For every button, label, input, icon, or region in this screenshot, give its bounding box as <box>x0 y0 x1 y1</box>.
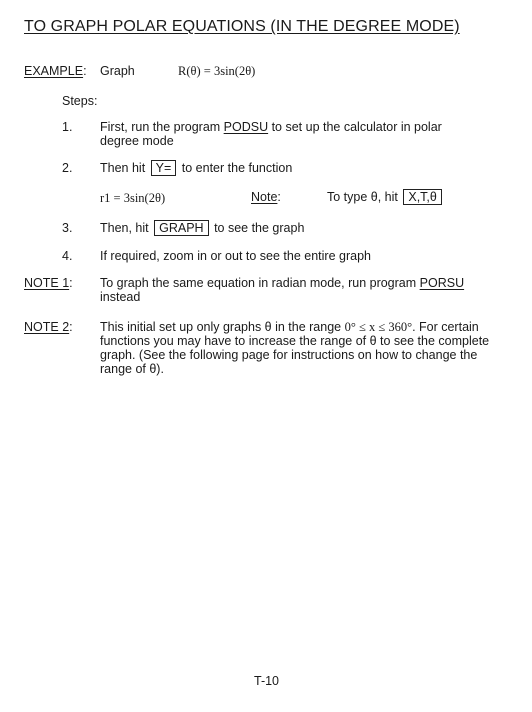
step-3-number: 3. <box>62 221 73 235</box>
note1-colon: : <box>69 276 73 290</box>
page-title: TO GRAPH POLAR EQUATIONS (IN THE DEGREE MODE) <box>24 18 460 35</box>
note2-after: . For certain functions you may have to increase the range of θ to see the complete graph. (See the following page for instructions on how to change the range of θ). <box>100 320 490 376</box>
step-3-after: to see the graph <box>214 221 305 235</box>
example-label-text: EXAMPLE <box>24 64 84 78</box>
note-colon: : <box>277 190 281 204</box>
note2-label <box>24 320 73 334</box>
note1-before: To graph the same equation in radian mode, run program <box>100 276 420 290</box>
note2-text <box>100 320 504 376</box>
step-2-number: 2. <box>62 161 73 175</box>
step-4-number: 4. <box>62 249 73 263</box>
function-entry: r1 = 3sin(2θ) <box>100 191 166 205</box>
note1-text <box>100 276 490 304</box>
note1-after: instead <box>100 290 141 304</box>
step-1-before: First, run the program <box>100 120 224 134</box>
example-label <box>24 64 87 78</box>
note2-range: 0° ≤ x ≤ 360° <box>344 320 413 334</box>
step-1-text <box>100 120 460 148</box>
note-text: To type θ, hit <box>327 190 398 204</box>
example-equation: R(θ) = 3sin(2θ) <box>178 64 256 78</box>
step-3-before: Then, hit <box>100 221 149 235</box>
note2-colon: : <box>69 320 73 334</box>
step-1-number: 1. <box>62 120 73 134</box>
example-colon: : <box>83 64 87 78</box>
note-instruction <box>327 189 444 205</box>
steps-label: Steps: <box>62 94 98 108</box>
step-3-text <box>100 220 304 236</box>
note1-label <box>24 276 73 290</box>
program-porsu: PORSU <box>419 276 465 290</box>
example-graph-word: Graph <box>100 64 135 78</box>
step-2-before: Then hit <box>100 161 146 175</box>
program-podsu: PODSU <box>223 120 269 134</box>
step-4-text: If required, zoom in or out to see the entire graph <box>100 249 371 263</box>
note2-label-text: NOTE 2 <box>24 320 70 334</box>
key-graph: GRAPH <box>154 220 208 236</box>
step-1-after: to set up the calculator in polar degree mode <box>100 120 442 148</box>
note2-before: This initial set up only graphs θ in the range <box>100 320 345 334</box>
note-label <box>251 190 281 204</box>
key-xt-theta: X,T,θ <box>403 189 442 205</box>
step-2-after: to enter the function <box>181 161 293 175</box>
note-label-text: Note <box>251 190 278 204</box>
note1-label-text: NOTE 1 <box>24 276 70 290</box>
key-y-equals: Y= <box>151 160 177 176</box>
page-number: T-10 <box>254 674 280 688</box>
step-2-text <box>100 160 292 176</box>
